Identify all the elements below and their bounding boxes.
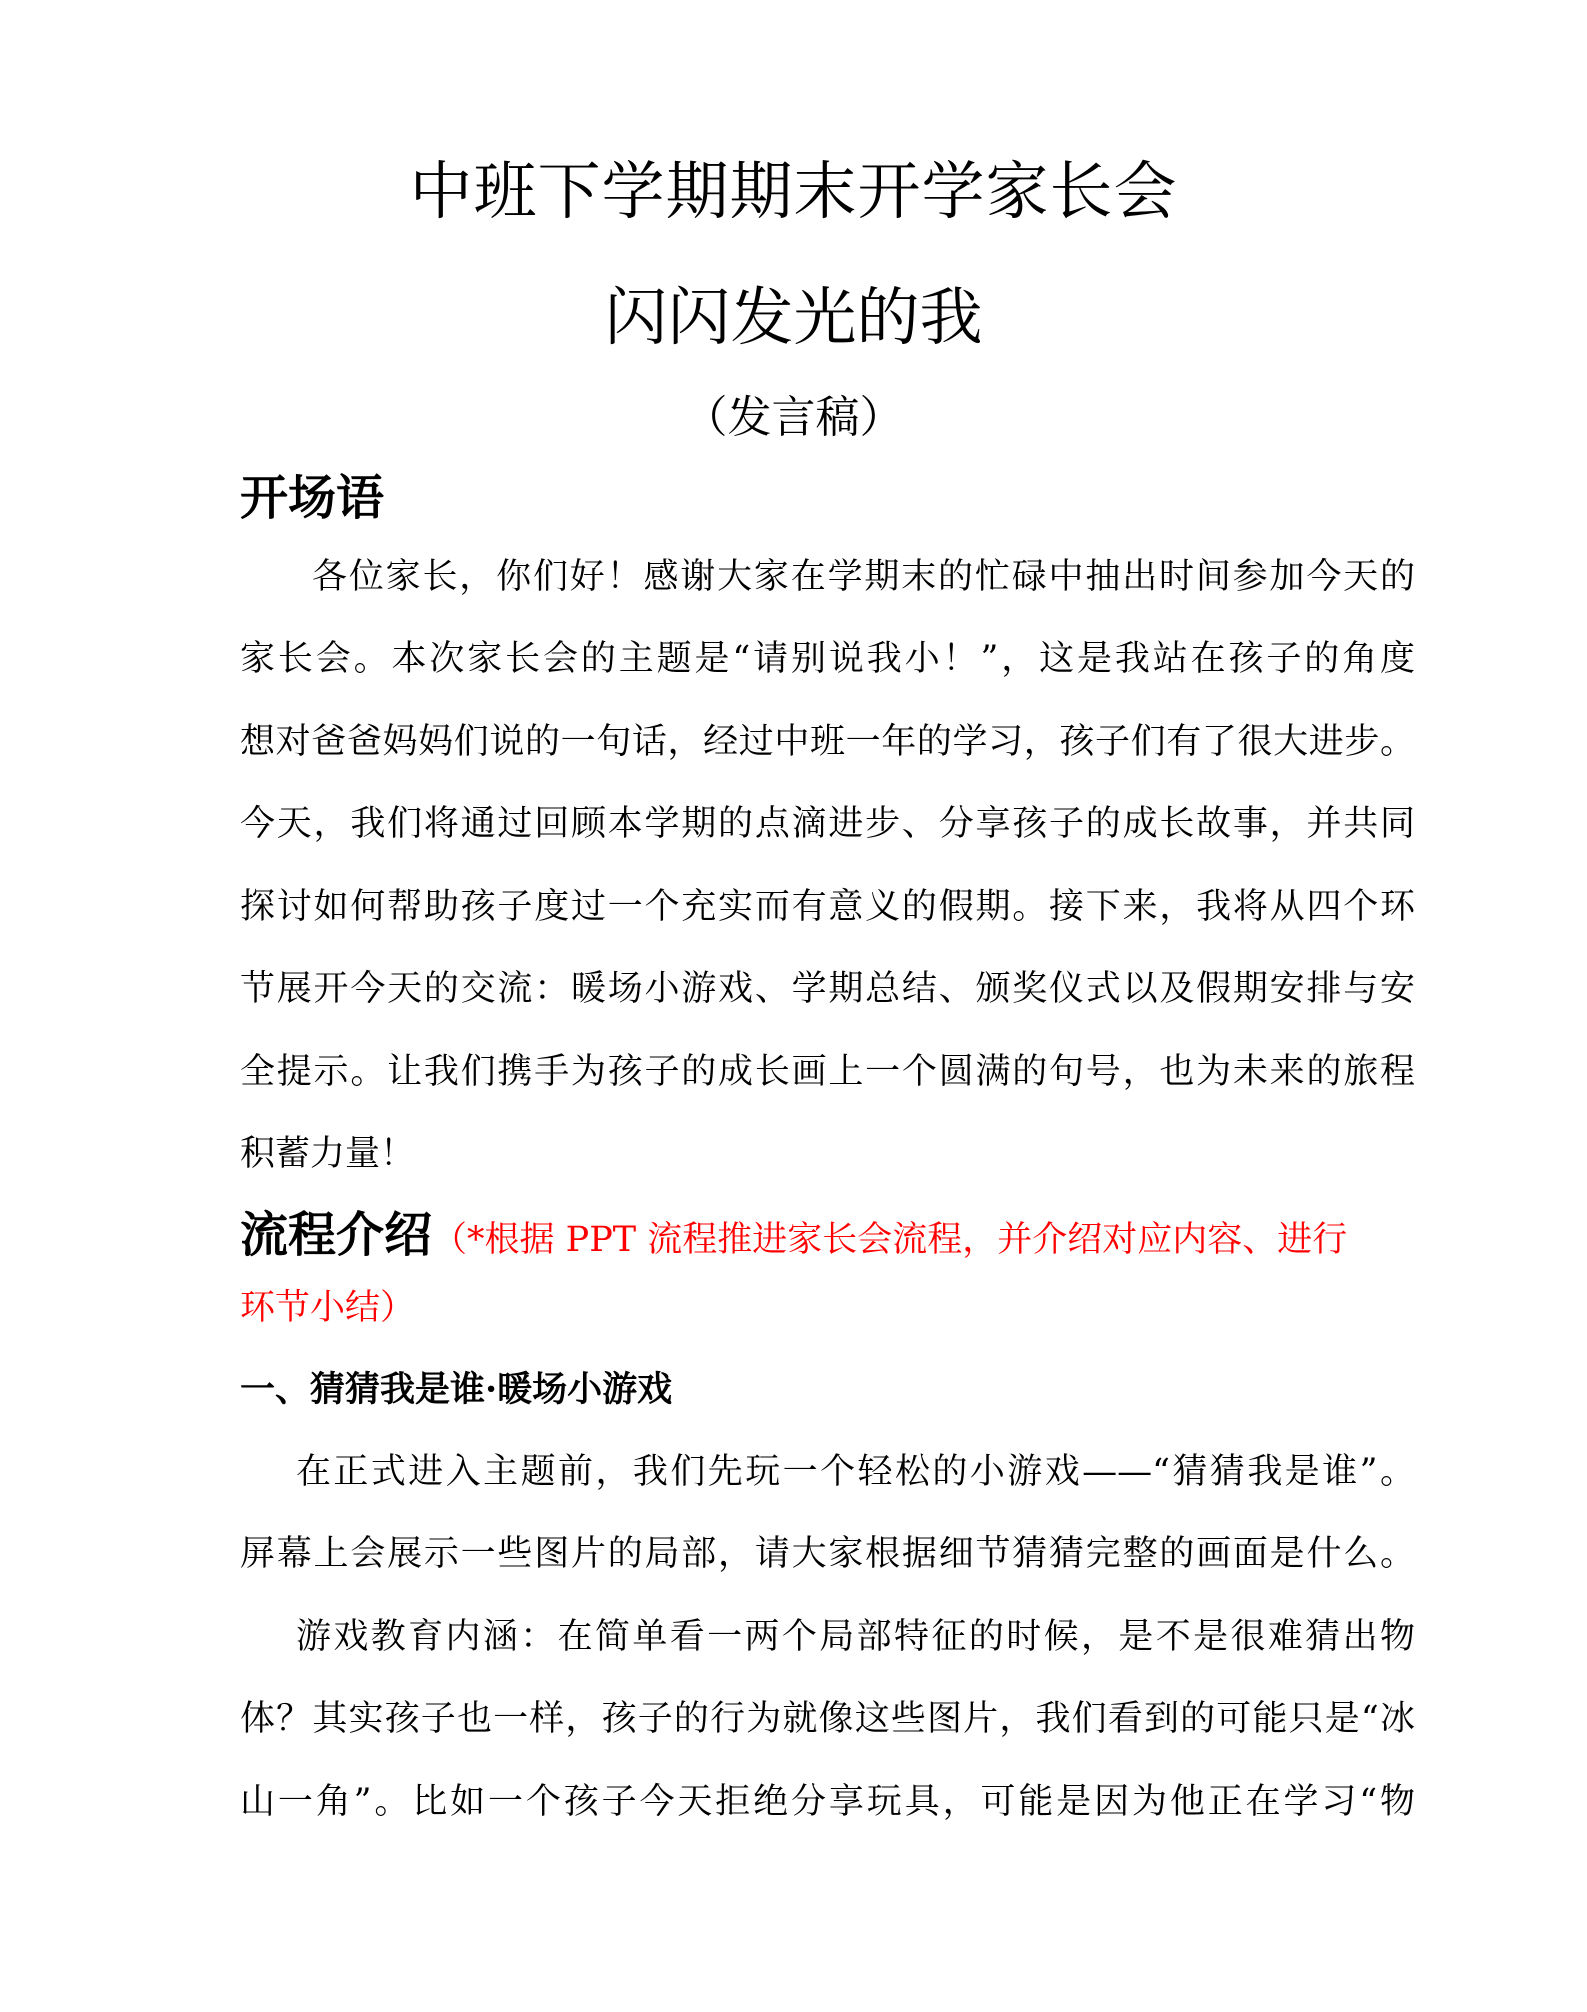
heading-process-label: 流程介绍 — [240, 1207, 433, 1263]
text-line: 各位家长，你们好！感谢大家在学期末的忙碌中抽出时间参加今天的 — [312, 557, 1415, 597]
text-line: 节展开今天的交流：暖场小游戏、学期总结、颁奖仪式以及假期安排与安 — [240, 969, 1415, 1009]
document-subtitle: 闪闪发光的我 — [604, 281, 983, 354]
heading-part1: 一、猜猜我是谁·暖场小游戏 — [240, 1369, 673, 1410]
process-note: （*根据 PPT 流程推进家长会流程，并介绍对应内容、进行 — [432, 1220, 1348, 1260]
text-line: 今天，我们将通过回顾本学期的点滴进步、分享孩子的成长故事，并共同 — [240, 804, 1415, 844]
text-line: 体？其实孩子也一样，孩子的行为就像这些图片，我们看到的可能只是“冰 — [240, 1699, 1415, 1739]
text-line: 想对爸爸妈妈们说的一句话，经过中班一年的学习，孩子们有了很大进步。 — [240, 722, 1415, 762]
document-title: 中班下学期期末开学家长会 — [409, 155, 1178, 228]
process-note-continued: 环节小结） — [240, 1288, 416, 1328]
text-line: 积蓄力量！ — [240, 1134, 416, 1174]
text-line: 家长会。本次家长会的主题是“请别说我小！”，这是我站在孩子的角度 — [240, 639, 1415, 679]
heading-opening: 开场语 — [240, 470, 385, 526]
text-line: 游戏教育内涵：在简单看一两个局部特征的时候，是不是很难猜出物 — [296, 1617, 1415, 1657]
text-line: 在正式进入主题前，我们先玩一个轻松的小游戏——“猜猜我是谁”。 — [296, 1452, 1415, 1492]
text-line: 山一角”。比如一个孩子今天拒绝分享玩具，可能是因为他正在学习“物 — [240, 1782, 1415, 1822]
text-line: 屏幕上会展示一些图片的局部，请大家根据细节猜猜完整的画面是什么。 — [240, 1534, 1415, 1574]
document-note: （发言稿） — [683, 392, 904, 443]
text-line: 探讨如何帮助孩子度过一个充实而有意义的假期。接下来，我将从四个环 — [240, 887, 1415, 927]
heading-process — [240, 1205, 1347, 1270]
text-line: 全提示。让我们携手为孩子的成长画上一个圆满的句号，也为未来的旅程 — [240, 1052, 1415, 1092]
